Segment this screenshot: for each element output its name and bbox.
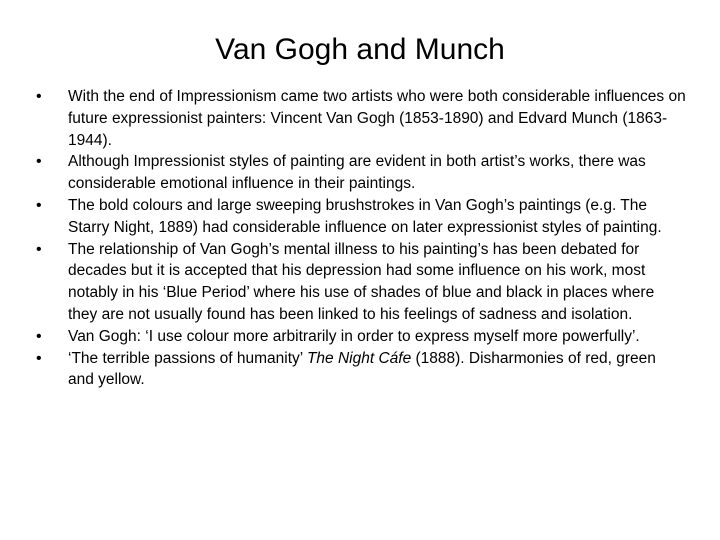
bullet-text: The bold colours and large sweeping brushstrokes in Van Gogh’s paintings (e.g. The Starry Night, 1889) had considerable influence on later expressionist styles of painting.: [68, 196, 662, 236]
bullet-text: Van Gogh: ‘I use colour more arbitrarily in order to express myself more powerfully’.: [68, 327, 640, 345]
bullet-text: ‘The terrible passions of humanity’: [68, 349, 307, 367]
bullet-item: [36, 239, 686, 326]
bullet-item: [36, 86, 686, 151]
bullet-text: Although Impressionist styles of painting are evident in both artist’s works, there was considerable emotional influence in their paintings.: [68, 153, 646, 193]
bullet-text: The relationship of Van Gogh’s mental illness to his painting’s has been debated for decades but it is accepted that his depression had some influence on his work, most notably in his ‘Blue Period’ where his use of shades of blue and black in places where they are not usually found has been linked to his feelings of sadness and isolation.: [68, 240, 655, 323]
bullet-item: [36, 348, 686, 392]
slide-title: Van Gogh and Munch: [215, 33, 505, 66]
artwork-title: The Night Cáfe: [306, 349, 412, 367]
bullet-item: [36, 151, 686, 195]
bullet-text: (1888). Disharmonies of red, green and yellow.: [68, 349, 656, 389]
bullet-item: [36, 195, 686, 239]
bullet-item: [36, 326, 686, 348]
bullet-list: [36, 86, 686, 391]
bullet-text: With the end of Impressionism came two artists who were both considerable influences on future expressionist painters: Vincent Van Gogh (1853-1890) and Edvard Munch (1863-1944).: [68, 88, 686, 149]
